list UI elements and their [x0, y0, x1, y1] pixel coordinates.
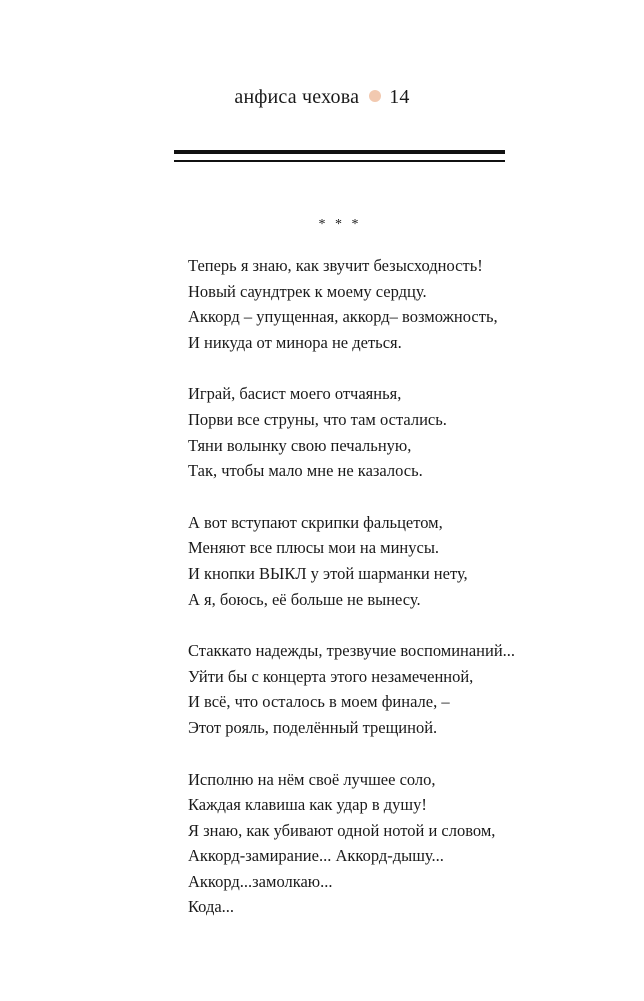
poem-line: Новый саундтрек к моему сердцу. — [188, 281, 427, 301]
poem-line: И всё, что осталось в моем финале, – — [188, 692, 450, 712]
poem-line: Стаккато надежды, трезвучие воспоминаний... — [188, 641, 516, 661]
poem-line: Я знаю, как убивают одной нотой и словом, — [188, 820, 496, 840]
poem-line: Тяни волынку свою печальную, — [188, 435, 412, 455]
poem-line: Каждая клавиша как удар в душу! — [188, 795, 427, 815]
poem-line: Этот рояль, поделённый трещиной. — [188, 717, 438, 737]
poem-line: А я, боюсь, её больше не вынесу. — [188, 589, 421, 609]
poem-line: Играй, басист моего отчаянья, — [188, 384, 402, 404]
author-name: анфиса чехова — [234, 86, 360, 108]
poem-line: Аккорд – упущенная, аккорд– возможность, — [188, 307, 498, 327]
poem-line: Теперь я знаю, как звучит безысходность! — [188, 256, 483, 275]
stanza-1 — [188, 253, 608, 355]
header-rule-thin — [174, 160, 505, 162]
poem-line: И никуда от минора не деться. — [188, 332, 402, 352]
poem-separator: * * * — [318, 217, 362, 232]
poem-line: Кода... — [188, 897, 235, 917]
stanza-3 — [188, 510, 608, 612]
poem-line: И кнопки ВЫКЛ у этой шарманки нету, — [188, 563, 468, 583]
running-header — [0, 86, 644, 109]
poem-line: А вот вступают скрипки фальцетом, — [188, 512, 443, 532]
header-rule-thick — [174, 150, 505, 154]
poem-line: Порви все струны, что там остались. — [188, 409, 447, 429]
poem-line: Так, чтобы мало мне не казалось. — [188, 461, 423, 481]
header-dot-icon — [369, 90, 381, 102]
stanza-2 — [188, 381, 608, 483]
poem-line: Меняют все плюсы мои на минусы. — [188, 538, 440, 558]
poem — [188, 214, 608, 946]
page-number: 14 — [389, 86, 410, 108]
poem-line: Уйти бы с концерта этого незамеченной, — [188, 666, 474, 686]
poem-line: Аккорд-замирание... Аккорд-дышу... — [188, 846, 444, 866]
stanza-5 — [188, 767, 608, 921]
stanza-4 — [188, 638, 608, 740]
poem-line: Аккорд...замолкаю... — [188, 871, 333, 891]
poem-line: Исполню на нём своё лучшее соло, — [188, 769, 436, 789]
